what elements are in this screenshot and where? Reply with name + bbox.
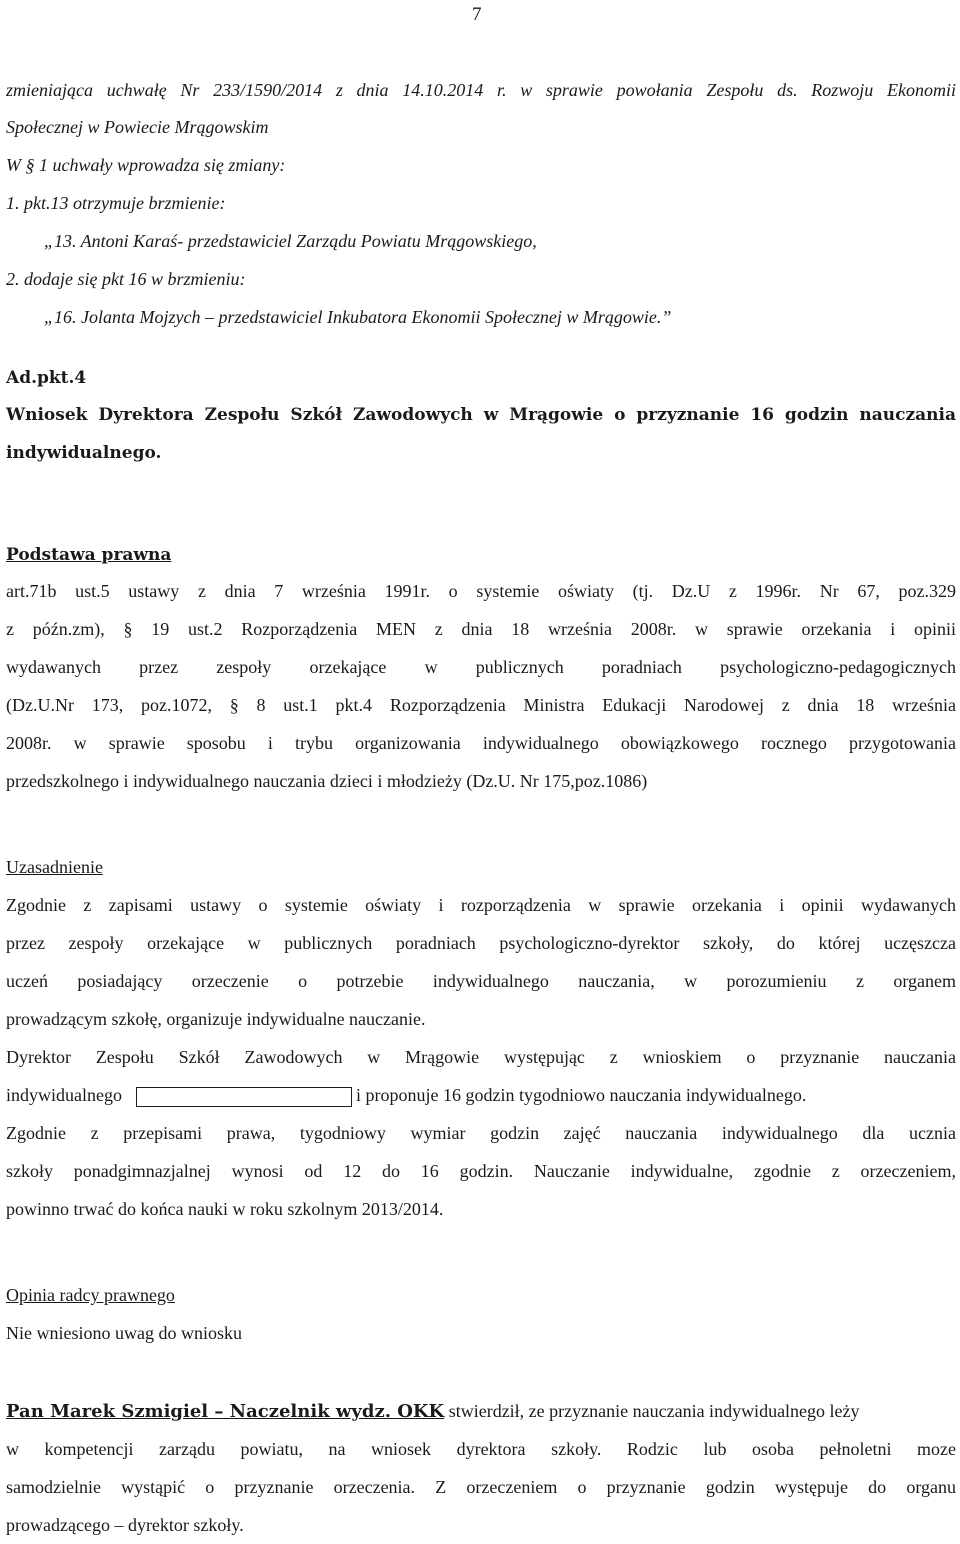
legal-opinion-text: Nie wniesiono uwag do wniosku	[6, 1323, 242, 1343]
justification-p1-line-1: Zgodnie z zapisami ustawy o systemie oświaty i rozporządzenia w sprawie orzekania i opinii wydawanych	[6, 895, 956, 915]
agenda-title-line-1: Wniosek Dyrektora Zespołu Szkół Zawodowych w Mrągowie o przyznanie 16 godzin nauczania	[6, 405, 956, 425]
legal-basis-line-5: 2008r. w sprawie sposobu i trybu organizowania indywidualnego obowiązkowego rocznego przygotowania	[6, 733, 956, 753]
speaker-line-3: samodzielnie wystąpić o przyznanie orzeczenia. Z orzeczeniem o przyznanie godzin występuje do organu	[6, 1477, 956, 1497]
legal-opinion-section	[6, 1276, 956, 1352]
page-number: 7	[472, 4, 482, 25]
justification-p3-line-1: Zgodnie z przepisami prawa, tygodniowy wymiar godzin zajęć nauczania indywidualnego dla ucznia	[6, 1123, 956, 1143]
amendment-line-4: 1. pkt.13 otrzymuje brzmienie:	[6, 193, 226, 213]
justification-p1-line-2: przez zespoły orzekające w publicznych poradniach psychologiczno-dyrektor szkoły, do której uczęszcza	[6, 933, 956, 953]
legal-opinion-heading: Opinia radcy prawnego	[6, 1285, 175, 1305]
speaker-line-4: prowadzącego – dyrektor szkoły.	[6, 1515, 244, 1535]
redacted-box	[136, 1087, 352, 1107]
amendment-line-3: W § 1 uchwały wprowadza się zmiany:	[6, 155, 286, 175]
justification-p2-before: indywidualnego	[6, 1085, 122, 1105]
justification-p2-line-1: Dyrektor Zespołu Szkół Zawodowych w Mrągowie występując z wnioskiem o przyznanie nauczania	[6, 1047, 956, 1067]
justification-p2-line-2	[6, 1076, 956, 1114]
agenda-label: Ad.pkt.4	[6, 368, 87, 388]
speaker-line-1-rest: stwierdził, ze przyznanie nauczania indywidualnego leży	[444, 1401, 860, 1421]
agenda-title-line-2: indywidualnego.	[6, 443, 162, 463]
justification-heading: Uzasadnienie	[6, 857, 103, 877]
speaker-section	[6, 1392, 956, 1544]
justification-p3-line-3: powinno trwać do końca nauki w roku szkolnym 2013/2014.	[6, 1199, 444, 1219]
speaker-line-2: w kompetencji zarządu powiatu, na wniosek dyrektora szkoły. Rodzic lub osoba pełnoletni moze	[6, 1439, 956, 1459]
amendment-text	[6, 72, 956, 336]
amendment-line-1: zmieniająca uchwałę Nr 233/1590/2014 z dnia 14.10.2014 r. w sprawie powołania Zespołu ds. Rozwoju Ekonomii	[6, 80, 956, 100]
legal-basis-section	[6, 538, 956, 800]
agenda-item	[6, 360, 956, 472]
legal-basis-line-1: art.71b ust.5 ustawy z dnia 7 września 1991r. o systemie oświaty (tj. Dz.U z 1996r. Nr 67, poz.329	[6, 581, 956, 601]
amendment-line-2: Społecznej w Powiecie Mrągowskim	[6, 117, 269, 137]
legal-basis-line-2: z późn.zm), § 19 ust.2 Rozporządzenia MEN z dnia 18 września 2008r. w sprawie orzekania i opinii	[6, 619, 956, 639]
justification-p2-after: i proponuje 16 godzin tygodniowo nauczania indywidualnego.	[355, 1085, 807, 1105]
amendment-line-6: 2. dodaje się pkt 16 w brzmieniu:	[6, 269, 246, 289]
amendment-line-5: „13. Antoni Karaś- przedstawiciel Zarządu Powiatu Mrągowskiego,	[44, 231, 537, 251]
justification-section	[6, 848, 956, 1228]
speaker-name: Pan Marek Szmigiel – Naczelnik wydz. OKK	[6, 1401, 445, 1422]
justification-p3-line-2: szkoły ponadgimnazjalnej wynosi od 12 do 16 godzin. Nauczanie indywidualne, zgodnie z orzeczeniem,	[6, 1161, 956, 1181]
speaker-line-1	[6, 1392, 956, 1430]
legal-basis-line-6: przedszkolnego i indywidualnego nauczania dzieci i młodzieży (Dz.U. Nr 175,poz.1086)	[6, 771, 648, 791]
legal-basis-line-4: (Dz.U.Nr 173, poz.1072, § 8 ust.1 pkt.4 Rozporządzenia Ministra Edukacji Narodowej z dnia 18 września	[6, 695, 956, 715]
legal-basis-line-3: wydawanych przez zespoły orzekające w publicznych poradniach psychologiczno-pedagogicznych	[6, 657, 956, 677]
amendment-line-7: „16. Jolanta Mojzych – przedstawiciel Inkubatora Ekonomii Społecznej w Mrągowie.”	[44, 307, 672, 327]
justification-p1-line-4: prowadzącym szkołę, organizuje indywidualne nauczanie.	[6, 1009, 426, 1029]
justification-p1-line-3: uczeń posiadający orzeczenie o potrzebie indywidualnego nauczania, w porozumieniu z organem	[6, 971, 956, 991]
legal-basis-heading: Podstawa prawna	[6, 545, 172, 565]
